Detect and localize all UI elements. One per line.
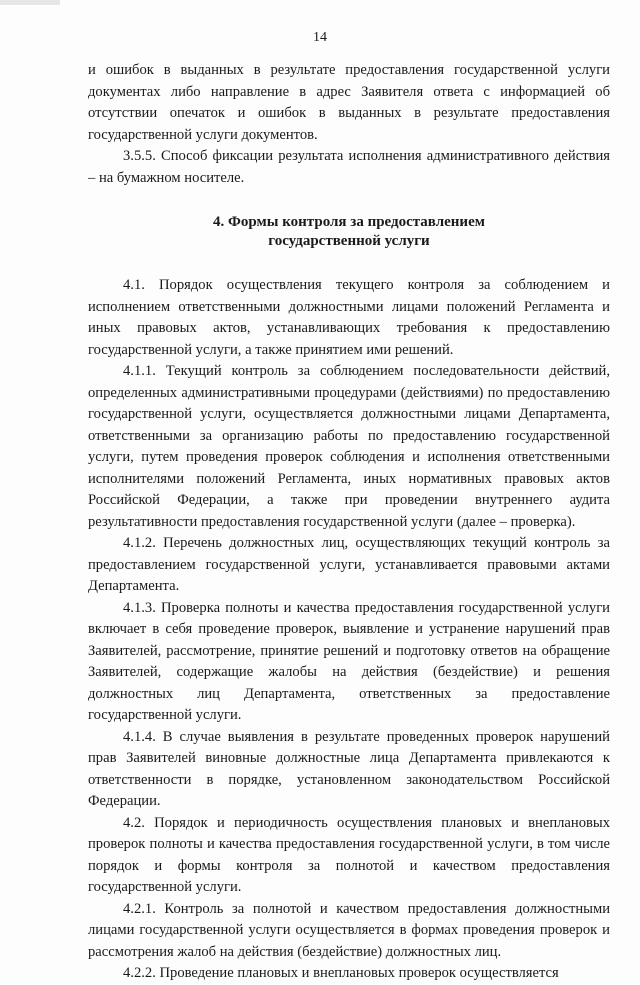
- page-number: 14: [313, 30, 327, 45]
- document-body: [88, 60, 610, 985]
- paragraph-4-1-4: 4.1.4. В случае выявления в результате проведенных проверок нарушений прав Заявителей виновные должностные лица Департамента привлекаются к ответственности в порядке, установленном законодательством Российской Федерации.: [88, 728, 610, 809]
- section-heading-line-1: 4. Формы контроля за предоставлением: [213, 214, 485, 230]
- paragraph-4-2-1: 4.2.1. Контроль за полнотой и качеством предоставления должностными лицами государственной услуги осуществляется в формах проведения проверок и рассмотрения жалоб на действия (бездействие) должностных лиц.: [88, 900, 610, 960]
- paragraph-4-1-1: 4.1.1. Текущий контроль за соблюдением последовательности действий, определенных административными процедурами (действиями) по предоставлению государственной услуги, осуществляется должностными лицами Департамента, ответственными за организацию работы по предоставлению государственной услуги, путем проведения проверок соблюдения и исполнения ответственными исполнителями положений Регламента, иных нормативных правовых актов Российской Федерации, а также при проведении внутреннего аудита результативности предоставления государственной услуги (далее – проверка).: [88, 363, 610, 530]
- paragraph-4-2: 4.2. Порядок и периодичность осуществления плановых и внеплановых проверок полноты и качества предоставления государственной услуги, в том числе порядок и формы контроля за полнотой и качеством предоставления государственной услуги.: [88, 814, 610, 895]
- paragraph-4-1-3: 4.1.3. Проверка полноты и качества предоставления государственной услуги включает в себя проведение проверок, выявление и устранение нарушений прав Заявителей, рассмотрение, принятие решений и подготовку ответов на обращение Заявителей, содержащие жалобы на действия (бездействие) и решения должностных лиц Департамента, ответственных за предоставление государственной услуги.: [88, 599, 610, 723]
- scan-edge: [0, 0, 640, 5]
- paragraph-3-5-5: 3.5.5. Способ фиксации результата исполнения административного действия – на бумажном носителе.: [88, 148, 610, 186]
- paragraph-4-1-2: 4.1.2. Перечень должностных лиц, осуществляющих текущий контроль за предоставлением государственной услуги, устанавливается правовыми актами Департамента.: [88, 535, 610, 594]
- paragraph-4-2-2: 4.2.2. Проведение плановых и внеплановых проверок осуществляется: [123, 965, 559, 981]
- paragraph-continuation: и ошибок в выданных в результате предоставления государственной услуги документах либо направление в адрес Заявителя ответа с информацией об отсутствии опечаток и ошибок в выданных в результате предоставления государственной услуги документов.: [88, 62, 610, 143]
- paragraph-4-1: 4.1. Порядок осуществления текущего контроля за соблюдением и исполнением ответственными должностными лицами положений Регламента и иных правовых актов, устанавливающих требования к предоставлению государственной услуги, а также принятием ими решений.: [88, 277, 610, 358]
- section-heading-line-2: государственной услуги: [268, 233, 430, 249]
- section-heading: [88, 213, 610, 251]
